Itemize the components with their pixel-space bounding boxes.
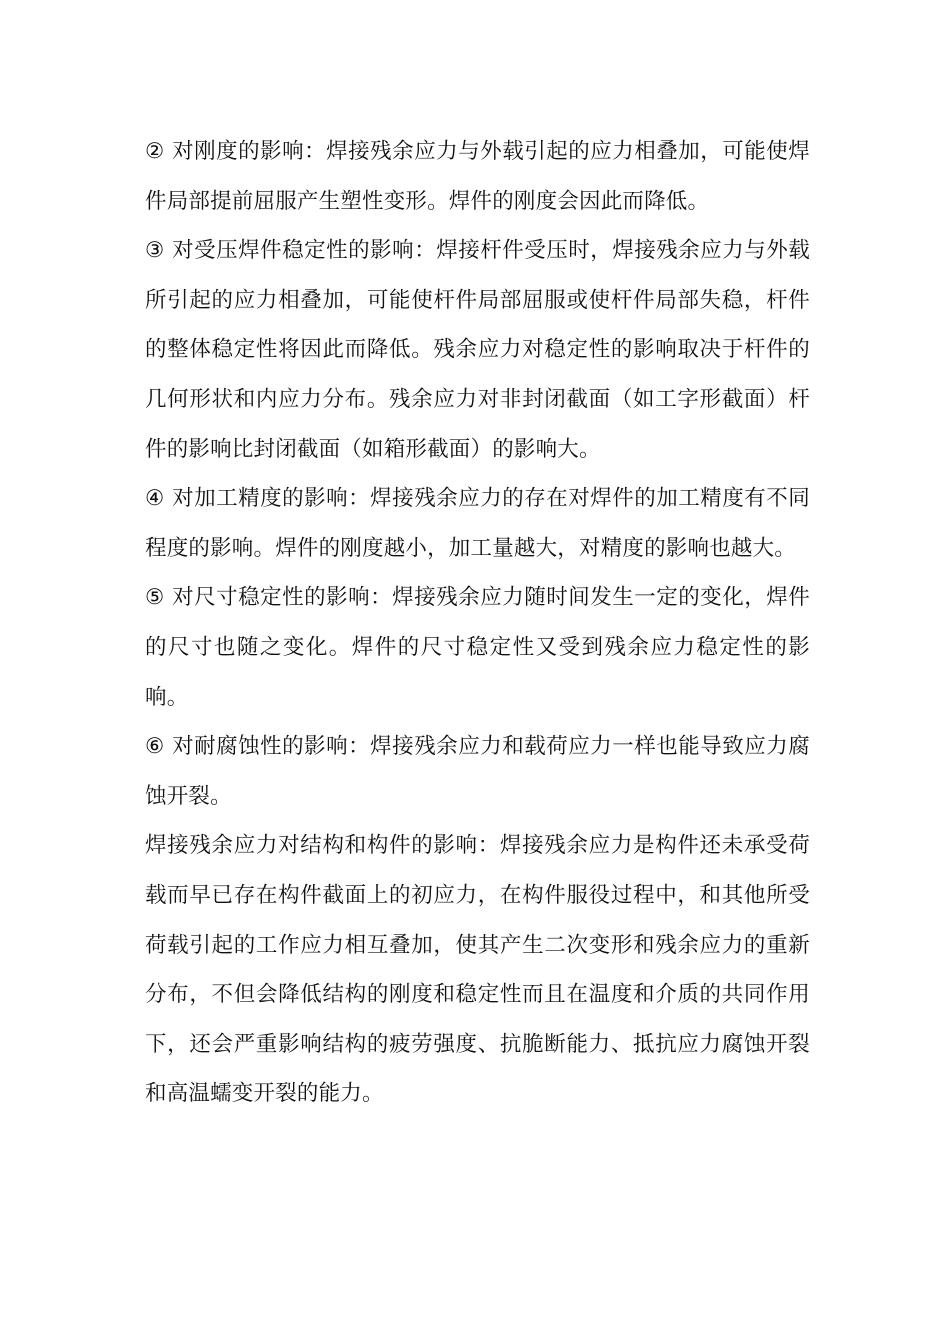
paragraph-stiffness-effect: ② 对刚度的影响：焊接残余应力与外载引起的应力相叠加，可能使焊件局部提前屈服产生塑性变形。焊件的刚度会因此而降低。 (145, 139, 810, 214)
paragraph-dimensional-stability-effect: ⑤ 对尺寸稳定性的影响：焊接残余应力随时间发生一定的变化，焊件的尺寸也随之变化。焊件的尺寸稳定性又受到残余应力稳定性的影响。 (145, 585, 810, 710)
paragraph-stability-effect: ③ 对受压焊件稳定性的影响：焊接杆件受压时，焊接残余应力与外载所引起的应力相叠加，可能使杆件局部屈服或使杆件局部失稳，杆件的整体稳定性将因此而降低。残余应力对稳定性的影响取决于杆件的几何形状和内应力分布。残余应力对非封闭截面（如工字形截面）杆件的影响比封闭截面（如箱形截面）的影响大。 (145, 238, 810, 462)
paragraph-structure-effect: 焊接残余应力对结构和构件的影响：焊接残余应力是构件还未承受荷载而早已存在构件截面上的初应力，在构件服役过程中，和其他所受荷载引起的工作应力相互叠加，使其产生二次变形和残余应力的重新分布，不但会降低结构的刚度和稳定性而且在温度和介质的共同作用下，还会严重影响结构的疲劳强度、抗脆断能力、抵抗应力腐蚀开裂和高温蠕变开裂的能力。 (145, 833, 810, 1107)
document-body (145, 127, 810, 1119)
paragraph-machining-accuracy-effect: ④ 对加工精度的影响：焊接残余应力的存在对焊件的加工精度有不同程度的影响。焊件的刚度越小，加工量越大，对精度的影响也越大。 (145, 486, 810, 561)
paragraph-corrosion-resistance-effect: ⑥ 对耐腐蚀性的影响：焊接残余应力和载荷应力一样也能导致应力腐蚀开裂。 (145, 734, 810, 809)
